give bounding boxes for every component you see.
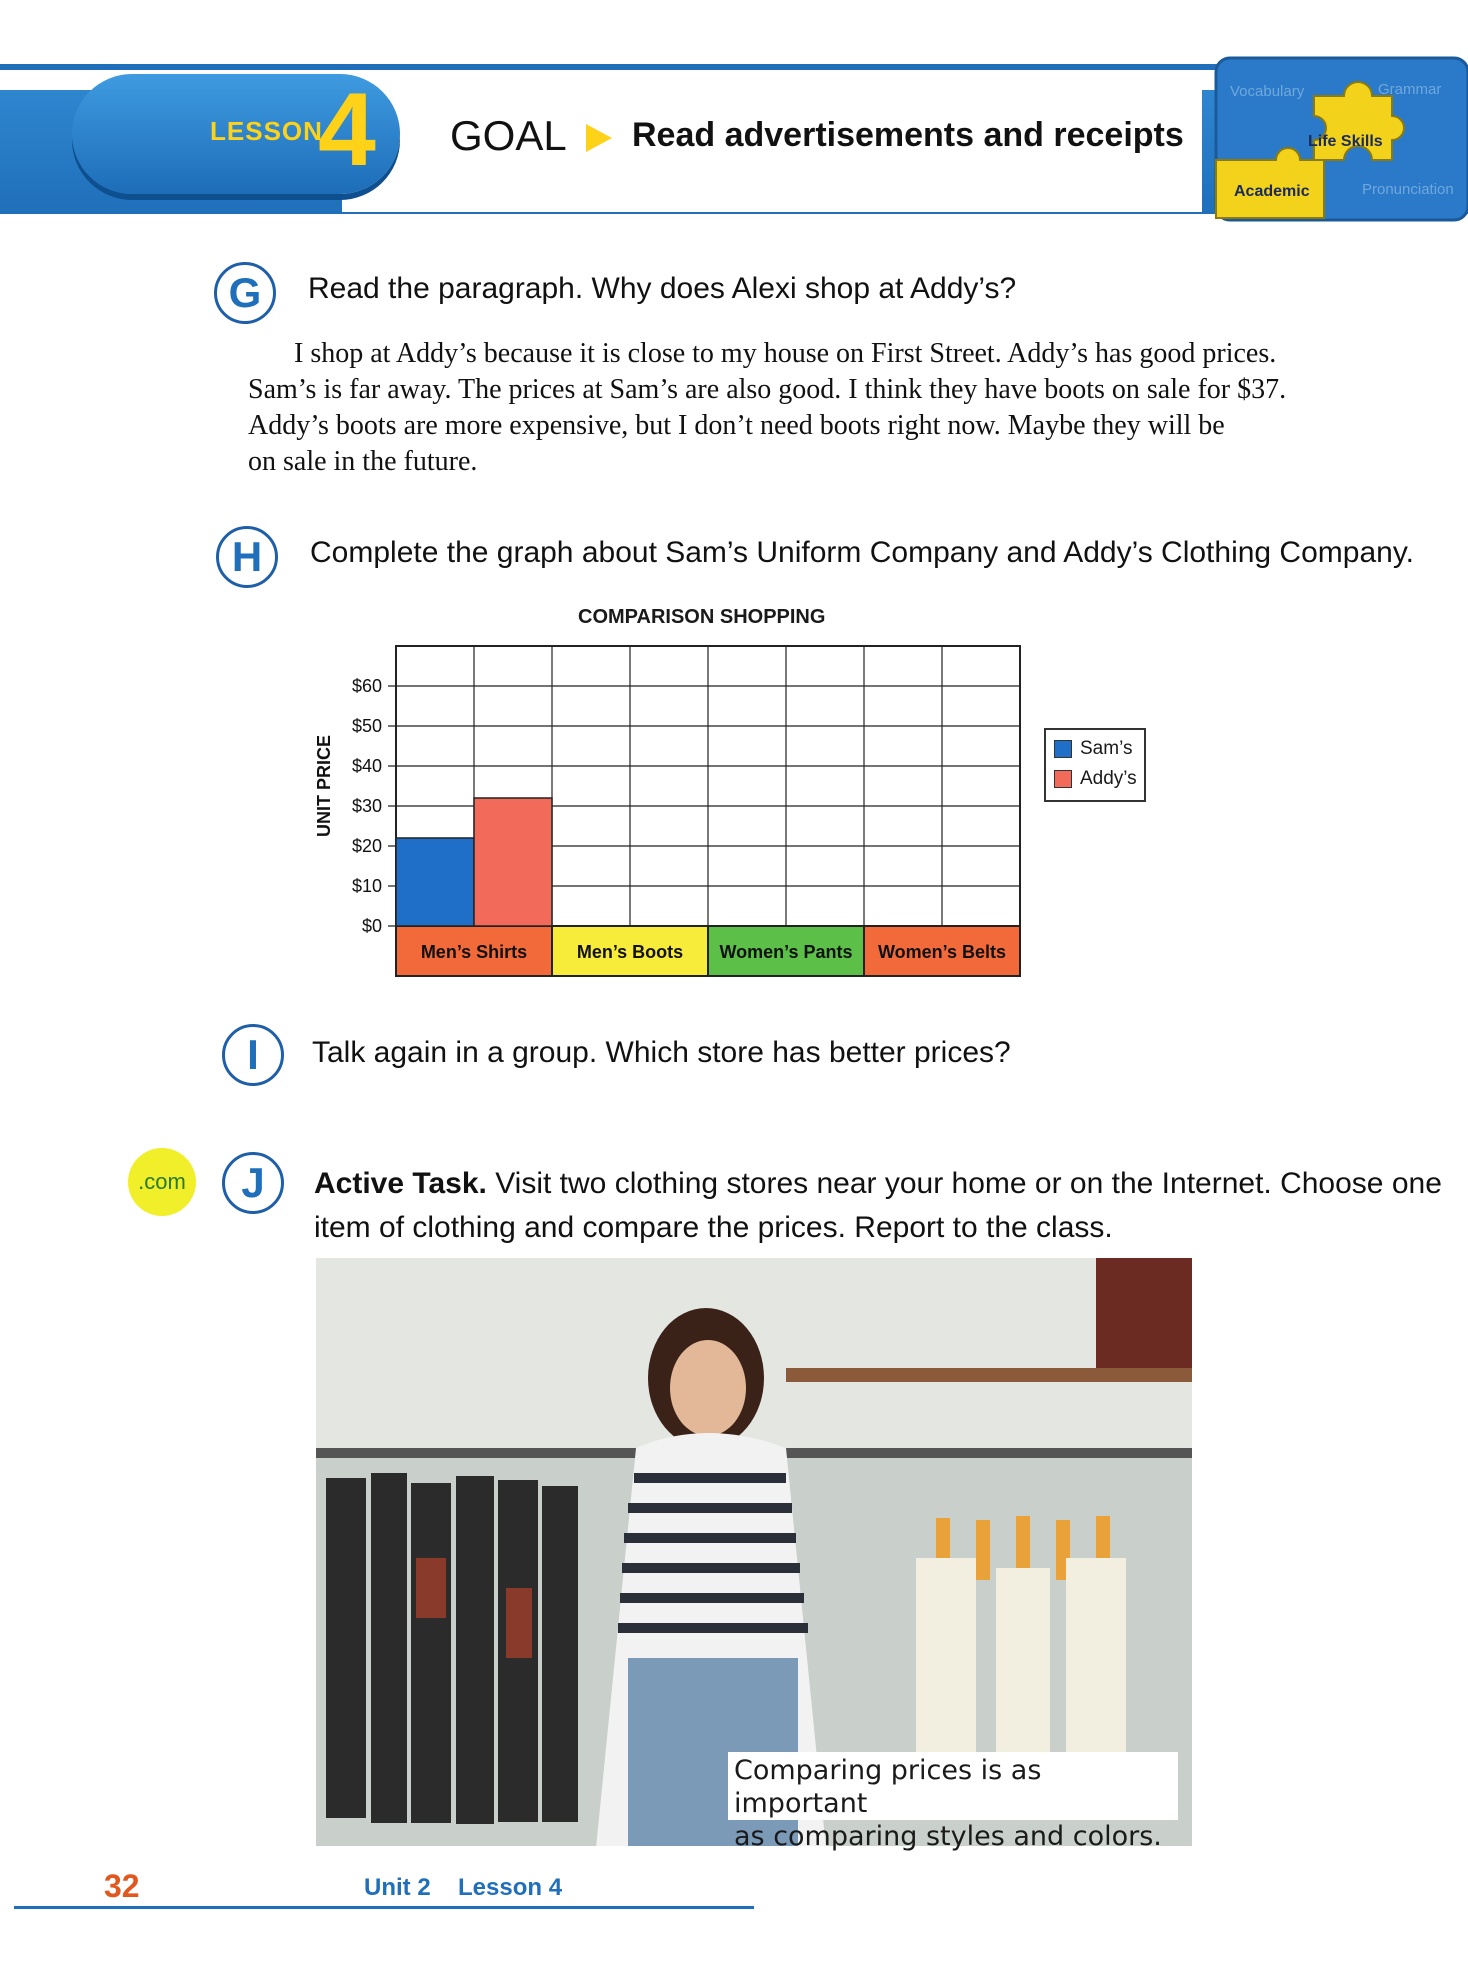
legend-swatch-addys <box>1054 770 1072 788</box>
footer-rule <box>14 1906 754 1909</box>
y-tick-label: $50 <box>351 716 382 736</box>
task-line-1: Visit two clothing stores near your home or on the Internet. Choose one <box>495 1167 1442 1200</box>
caption-line-2: as comparing styles and colors. <box>734 1821 1162 1852</box>
lesson-label: LESSON <box>210 116 323 146</box>
category-label: Women’s Pants <box>719 942 853 962</box>
paragraph-line: I shop at Addy’s because it is close to my house on First Street. Addy’s has good prices. <box>294 338 1277 369</box>
bar-addys <box>474 798 552 926</box>
legend-swatch-sams <box>1054 740 1072 758</box>
bar-sams <box>396 838 474 926</box>
y-tick-label: $30 <box>351 796 382 816</box>
photo-caption <box>728 1752 1178 1852</box>
footer-unit: Unit 2 <box>364 1874 431 1901</box>
y-tick-label: $40 <box>351 756 382 776</box>
alexi-paragraph <box>248 336 1408 480</box>
section-g-instruction: Read the paragraph. Why does Alexi shop at Addy’s? <box>308 272 1017 305</box>
goal-label: GOAL <box>450 112 567 159</box>
paragraph-line: on sale in the future. <box>248 446 478 477</box>
section-i-marker: I <box>222 1024 284 1086</box>
category-label: Men’s Shirts <box>420 942 528 962</box>
y-tick-label: $0 <box>361 916 382 936</box>
y-tick-label: $10 <box>351 876 382 896</box>
comparison-chart <box>300 636 1160 986</box>
com-web-icon <box>128 1148 196 1216</box>
skills-puzzle-icon <box>1214 56 1468 222</box>
caption-line-1: Comparing prices is as important <box>734 1755 1042 1819</box>
y-tick-label: $20 <box>351 836 382 856</box>
legend-label-sams: Sam’s <box>1080 738 1133 759</box>
task-line-2: item of clothing and compare the prices. Report to the class. <box>314 1211 1113 1244</box>
section-j-marker: J <box>222 1152 284 1214</box>
page-number: 32 <box>104 1868 140 1904</box>
goal-arrow-icon <box>586 124 612 152</box>
footer-lesson: Lesson 4 <box>458 1874 563 1901</box>
category-label: Women’s Belts <box>877 942 1007 962</box>
y-tick-label: $60 <box>351 676 382 696</box>
section-i-instruction: Talk again in a group. Which store has better prices? <box>312 1036 1011 1069</box>
goal-text: Read advertisements and receipts <box>632 116 1184 154</box>
skill-grammar: Grammar <box>1378 81 1442 98</box>
section-h-marker: H <box>216 526 278 588</box>
com-label: .com <box>138 1169 186 1194</box>
chart-legend <box>1044 728 1146 802</box>
chart-title: COMPARISON SHOPPING <box>578 606 826 628</box>
category-label: Men’s Boots <box>576 942 684 962</box>
section-h-instruction: Complete the graph about Sam’s Uniform Company and Addy’s Clothing Company. <box>310 536 1414 569</box>
legend-label-addys: Addy’s <box>1080 768 1137 789</box>
skill-academic: Academic <box>1234 183 1310 200</box>
skill-pronunciation: Pronunciation <box>1362 181 1454 198</box>
skill-life-skills: Life Skills <box>1308 133 1383 150</box>
skill-vocabulary: Vocabulary <box>1230 83 1305 100</box>
section-g-marker: G <box>214 262 276 324</box>
active-task-label: Active Task. <box>314 1167 487 1200</box>
paragraph-line: Addy’s boots are more expensive, but I don’t need boots right now. Maybe they will be <box>248 410 1225 441</box>
lesson-number: 4 <box>318 72 376 188</box>
y-axis-label: UNIT PRICE <box>314 734 334 838</box>
section-j-task <box>314 1162 1444 1250</box>
paragraph-line: Sam’s is far away. The prices at Sam’s are also good. I think they have boots on sale for $37. <box>248 374 1287 405</box>
